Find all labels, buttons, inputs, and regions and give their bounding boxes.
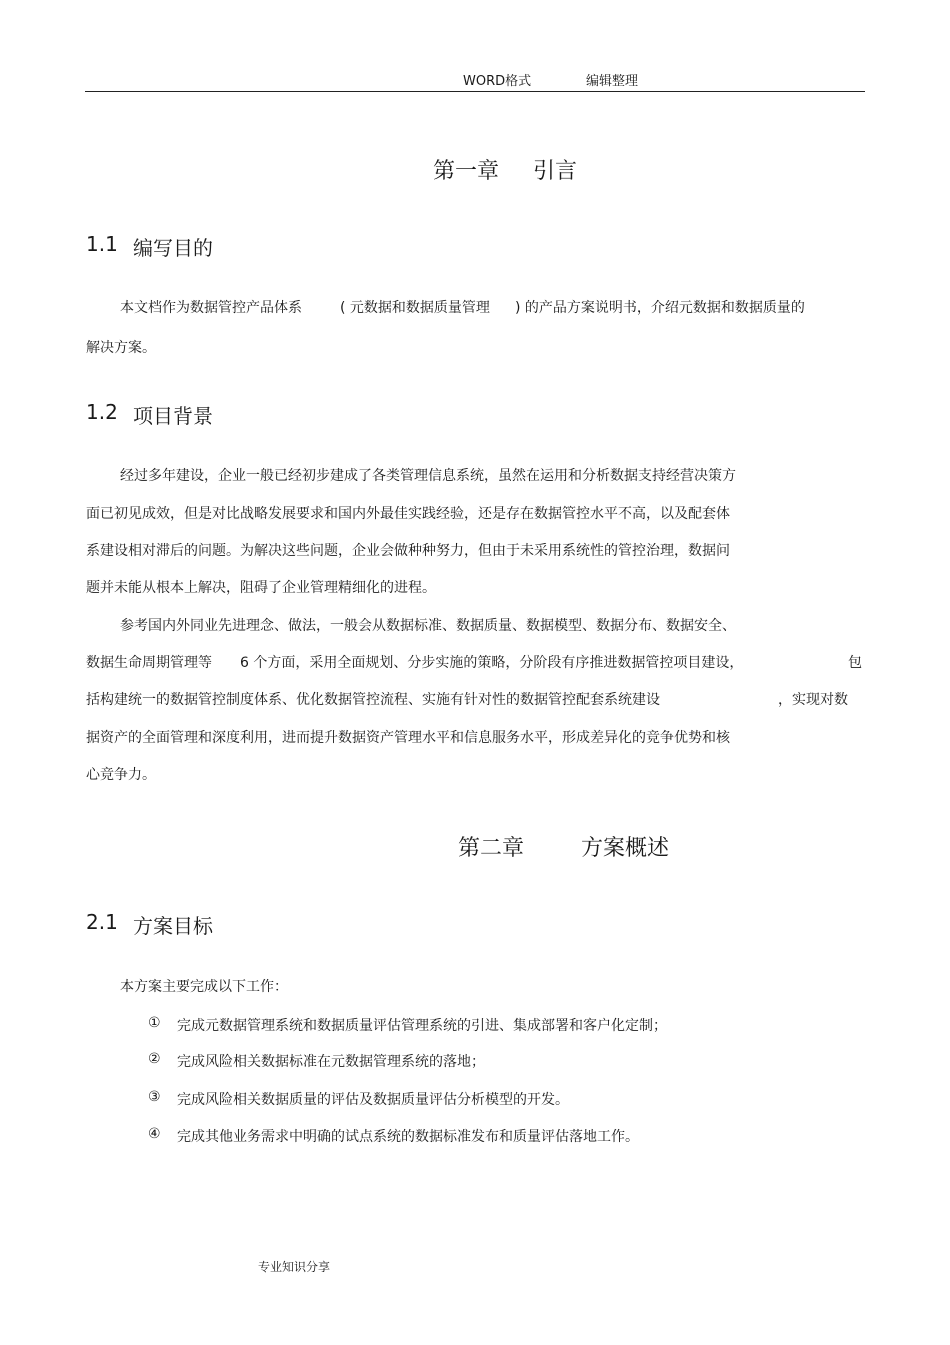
paragraph-segment: 包 xyxy=(848,655,862,671)
section-title: 方案目标 xyxy=(133,914,213,938)
chapter-1-title: 引言 xyxy=(533,159,578,184)
paragraph-segment: 6 个方面，采用全面规划、分步实施的策略，分阶段有序推进数据管控项目建设， xyxy=(240,655,744,671)
section-number: 1.1 xyxy=(86,232,118,256)
paragraph-line: 据资产的全面管理和深度利用，进而提升数据资产管理水平和信息服务水平，形成差异化的竞争优势和核 xyxy=(86,730,730,746)
chapter-2-title: 方案概述 xyxy=(581,836,670,861)
list-marker: ② xyxy=(148,1051,161,1067)
list-item-text: 完成风险相关数据质量的评估及数据质量评估分析模型的开发。 xyxy=(177,1092,569,1108)
section-number: 2.1 xyxy=(86,910,118,934)
list-item-text: 完成风险相关数据标准在元数据管理系统的落地； xyxy=(177,1054,485,1070)
section-title: 项目背景 xyxy=(133,404,213,428)
paragraph-line: 面已初见成效，但是对比战略发展要求和国内外最佳实践经验，还是存在数据管控水平不高，以及配套体 xyxy=(86,506,730,522)
list-item-text: 完成元数据管理系统和数据质量评估管理系统的引进、集成部署和客户化定制； xyxy=(177,1018,667,1034)
paragraph-line: 解决方案。 xyxy=(86,340,156,356)
section-number: 1.2 xyxy=(86,400,118,424)
paragraph-segment: ) 的产品方案说明书，介绍元数据和数据质量的 xyxy=(515,300,805,316)
paragraph-segment: ，实现对数 xyxy=(778,692,848,708)
paragraph-line: 题并未能从根本上解决，阻碍了企业管理精细化的进程。 xyxy=(86,580,436,596)
section-2-1-intro: 本方案主要完成以下工作： xyxy=(120,979,288,995)
paragraph-segment: 括构建统一的数据管控制度体系、优化数据管控流程、实施有针对性的数据管控配套系统建设 xyxy=(86,692,660,708)
chapter-2-number: 第二章 xyxy=(458,836,525,861)
paragraph-line: 系建设相对滞后的问题。为解决这些问题，企业会做种种努力，但由于未采用系统性的管控治理，数据问 xyxy=(86,543,730,559)
paragraph-line: 参考国内外同业先进理念、做法，一般会从数据标准、数据质量、数据模型、数据分布、数据安全、 xyxy=(120,618,736,634)
list-marker: ④ xyxy=(148,1126,161,1142)
paragraph-line: 经过多年建设，企业一般已经初步建成了各类管理信息系统，虽然在运用和分析数据支持经营决策方 xyxy=(120,468,736,484)
list-marker: ③ xyxy=(148,1089,161,1105)
paragraph-segment: 数据生命周期管理等 xyxy=(86,655,212,671)
header-rule xyxy=(85,91,865,92)
footer-text: 专业知识分享 xyxy=(258,1260,331,1274)
chapter-1-number: 第一章 xyxy=(433,159,500,184)
section-title: 编写目的 xyxy=(133,236,213,260)
list-marker: ① xyxy=(148,1015,161,1031)
paragraph-line: 心竞争力。 xyxy=(86,767,156,783)
paragraph-segment: ( 元数据和数据质量管理 xyxy=(340,300,490,316)
header-format-label: WORD格式 xyxy=(463,74,532,89)
list-item-text: 完成其他业务需求中明确的试点系统的数据标准发布和质量评估落地工作。 xyxy=(177,1129,639,1145)
header-edit-label: 编辑整理 xyxy=(586,74,639,89)
paragraph-segment: 本文档作为数据管控产品体系 xyxy=(120,300,302,316)
